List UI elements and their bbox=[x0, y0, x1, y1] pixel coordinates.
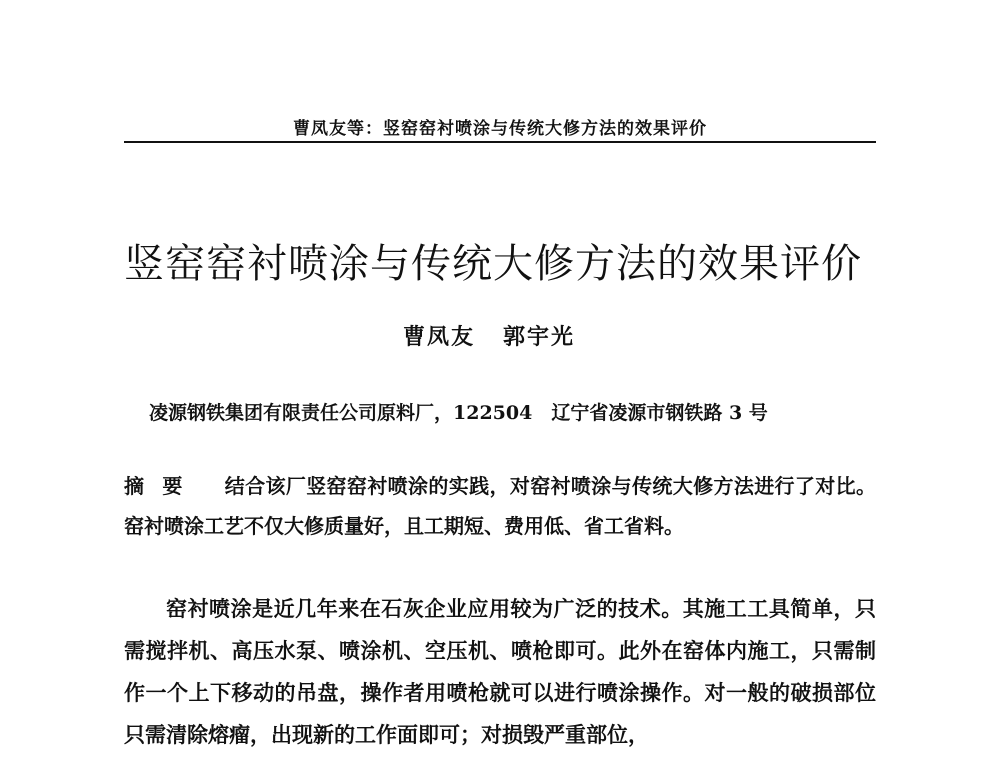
abstract-label: 摘要 bbox=[124, 474, 201, 498]
author-name: 曹凤友 bbox=[403, 324, 476, 350]
body-paragraph: 窑衬喷涂是近几年来在石灰企业应用较为广泛的技术。其施工工具简单，只需搅拌机、高压水泵、喷涂机、空压机、喷枪即可。此外在窑体内施工，只需制作一个上下移动的吊盘，操作者用喷枪就可以进行喷涂操作。对一般的破损部位只需清除熔瘤，出现新的工作面即可；对损毁严重部位， bbox=[124, 596, 876, 747]
affiliation: 凌源钢铁集团有限责任公司原料厂，122504 辽宁省凌源市钢铁路 3 号 bbox=[149, 402, 768, 424]
abstract-text: 结合该厂竖窑窑衬喷涂的实践，对窑衬喷涂与传统大修方法进行了对比。窑衬喷涂工艺不仅大修质量好，且工期短、费用低、省工省料。 bbox=[124, 474, 877, 538]
author-list bbox=[403, 320, 575, 351]
header-rule bbox=[124, 141, 876, 143]
running-header: 曹凤友等：竖窑窑衬喷涂与传统大修方法的效果评价 bbox=[293, 119, 707, 139]
author-name: 郭宇光 bbox=[503, 324, 576, 350]
paper-title: 竖窑窑衬喷涂与传统大修方法的效果评价 bbox=[124, 241, 862, 287]
abstract bbox=[124, 466, 876, 546]
